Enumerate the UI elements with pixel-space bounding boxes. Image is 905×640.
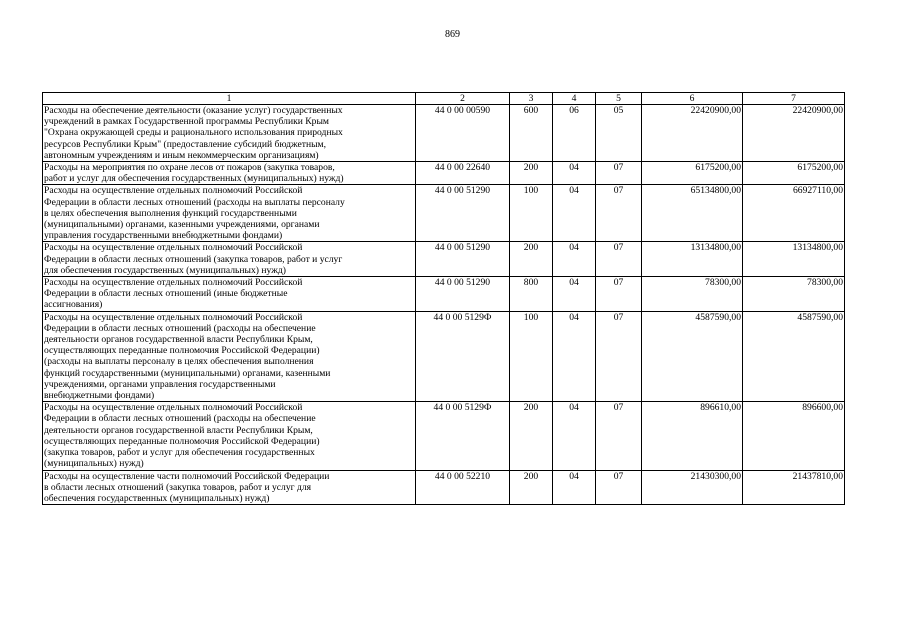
row-amount-col6: 78300,00 — [642, 277, 743, 312]
row-expense-type: 600 — [510, 105, 553, 162]
row-section: 04 — [553, 162, 596, 185]
row-amount-col6: 65134800,00 — [642, 185, 743, 242]
row-target-code: 44 0 00 51290 — [416, 185, 510, 242]
row-expense-type: 200 — [510, 162, 553, 185]
row-expense-type: 200 — [510, 470, 553, 505]
column-header: 3 — [510, 93, 553, 105]
row-target-code: 44 0 00 22640 — [416, 162, 510, 185]
table-row — [43, 470, 845, 505]
row-subsection: 07 — [596, 242, 642, 277]
row-description: Расходы на осуществление отдельных полномочий Российской Федерации в области лесных отношений (иные бюджетные ассигнования) — [43, 277, 416, 312]
row-target-code: 44 0 00 51290 — [416, 277, 510, 312]
row-expense-type: 800 — [510, 277, 553, 312]
row-subsection: 05 — [596, 105, 642, 162]
row-expense-type: 200 — [510, 402, 553, 470]
row-subsection: 07 — [596, 185, 642, 242]
row-subsection: 07 — [596, 162, 642, 185]
table-row — [43, 277, 845, 312]
column-header: 4 — [553, 93, 596, 105]
table-row — [43, 402, 845, 470]
row-section: 04 — [553, 277, 596, 312]
row-section: 04 — [553, 402, 596, 470]
row-amount-col7: 22420900,00 — [743, 105, 845, 162]
row-target-code: 44 0 00 52210 — [416, 470, 510, 505]
row-target-code: 44 0 00 51290 — [416, 242, 510, 277]
row-amount-col6: 13134800,00 — [642, 242, 743, 277]
row-amount-col6: 4587590,00 — [642, 311, 743, 402]
row-amount-col7: 896600,00 — [743, 402, 845, 470]
row-section: 04 — [553, 185, 596, 242]
row-amount-col6: 21430300,00 — [642, 470, 743, 505]
row-subsection: 07 — [596, 470, 642, 505]
row-expense-type: 200 — [510, 242, 553, 277]
column-header: 2 — [416, 93, 510, 105]
row-subsection: 07 — [596, 402, 642, 470]
row-subsection: 07 — [596, 277, 642, 312]
row-target-code: 44 0 00 00590 — [416, 105, 510, 162]
table-row — [43, 162, 845, 185]
row-subsection: 07 — [596, 311, 642, 402]
row-target-code: 44 0 00 5129Ф — [416, 402, 510, 470]
row-section: 04 — [553, 242, 596, 277]
row-target-code: 44 0 00 5129Ф — [416, 311, 510, 402]
row-amount-col6: 896610,00 — [642, 402, 743, 470]
column-header: 7 — [743, 93, 845, 105]
row-description: Расходы на осуществление отдельных полномочий Российской Федерации в области лесных отношений (расходы на выплаты персоналу в целях обеспечения выполнения функций государственными (муниципальными) органами, казенными учреждениями, органами управления государственными внебюджетными фондами) — [43, 185, 416, 242]
row-section: 04 — [553, 470, 596, 505]
row-description: Расходы на обеспечение деятельности (оказание услуг) государственных учреждений в рамках Государственной программы Республики Крым "Охрана окружающей среды и рационального использования природных ресурсов Республики Крым" (предоставление субсидий бюджетным, автономным учреждениям и иным некоммерческим организациям) — [43, 105, 416, 162]
table-row — [43, 242, 845, 277]
column-header: 6 — [642, 93, 743, 105]
row-amount-col7: 78300,00 — [743, 277, 845, 312]
budget-table — [42, 92, 845, 505]
row-description: Расходы на осуществление отдельных полномочий Российской Федерации в области лесных отношений (расходы на обеспечение деятельности органов государственной власти Республики Крым, осуществляющих переданные полномочия Российской Федерации) (расходы на выплаты персоналу в целях обеспечения выполнения функций государственными (муниципальными) органами, казенными учреждениями, органами управления государственными внебюджетными фондами) — [43, 311, 416, 402]
row-amount-col6: 6175200,00 — [642, 162, 743, 185]
column-header: 5 — [596, 93, 642, 105]
row-description: Расходы на осуществление части полномочий Российской Федерации в области лесных отношений (закупка товаров, работ и услуг для обеспечения государственных (муниципальных) нужд) — [43, 470, 416, 505]
row-amount-col7: 6175200,00 — [743, 162, 845, 185]
table-row — [43, 185, 845, 242]
column-header: 1 — [43, 93, 416, 105]
row-section: 04 — [553, 311, 596, 402]
page-number: 869 — [445, 29, 460, 40]
row-amount-col7: 4587590,00 — [743, 311, 845, 402]
row-expense-type: 100 — [510, 311, 553, 402]
row-description: Расходы на осуществление отдельных полномочий Российской Федерации в области лесных отношений (закупка товаров, работ и услуг для обеспечения государственных (муниципальных) нужд) — [43, 242, 416, 277]
table-header-row — [43, 93, 845, 105]
row-amount-col6: 22420900,00 — [642, 105, 743, 162]
row-description: Расходы на осуществление отдельных полномочий Российской Федерации в области лесных отношений (расходы на обеспечение деятельности органов государственной власти Республики Крым, осуществляющих переданные полномочия Российской Федерации) (закупка товаров, работ и услуг для обеспечения государственных (муниципальных) нужд) — [43, 402, 416, 470]
row-section: 06 — [553, 105, 596, 162]
table-row — [43, 311, 845, 402]
row-amount-col7: 66927110,00 — [743, 185, 845, 242]
row-description: Расходы на мероприятия по охране лесов от пожаров (закупка товаров, работ и услуг для обеспечения государственных (муниципальных) нужд) — [43, 162, 416, 185]
row-amount-col7: 21437810,00 — [743, 470, 845, 505]
row-expense-type: 100 — [510, 185, 553, 242]
row-amount-col7: 13134800,00 — [743, 242, 845, 277]
table-row — [43, 105, 845, 162]
